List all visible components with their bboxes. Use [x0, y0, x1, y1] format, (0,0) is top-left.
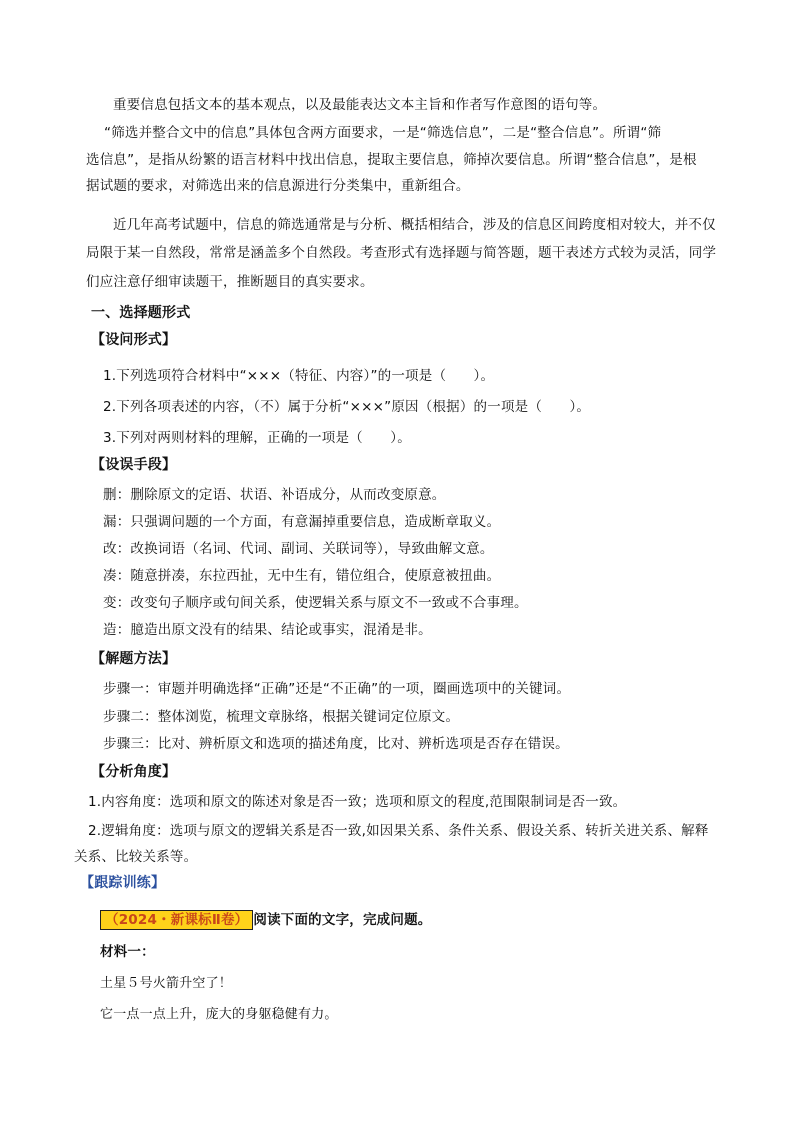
material-label: 材料一：: [100, 944, 155, 960]
exam-source-tag: （2024・新课标Ⅱ卷）: [100, 910, 253, 930]
trap-item-1: 删：删除原文的定语、状语、补语成分，从而改变原意。: [103, 487, 446, 503]
method-step-2: 步骤二：整体浏览，梳理文章脉络，根据关键词定位原文。: [103, 709, 460, 725]
intro-paragraph-3-line-1: 近几年高考试题中，信息的筛选通常是与分析、概括相结合，涉及的信息区间跨度相对较大，并不仅: [113, 217, 716, 233]
analysis-angle-heading: 【分析角度】: [91, 764, 177, 780]
trap-item-6: 造：臆造出原文没有的结果、结论或事实，混淆是非。: [103, 622, 432, 638]
trap-item-5: 变：改变句子顺序或句间关系，使逻辑关系与原文不一致或不合事理。: [103, 595, 528, 611]
intro-paragraph-2-line-2: 选信息”，是指从纷繁的语言材料中找出信息，提取主要信息，筛掉次要信息。所谓“整合信息”，是根: [86, 152, 697, 168]
method-step-3: 步骤三：比对、辨析原文和选项的描述角度，比对、辨析选项是否存在错误。: [103, 736, 569, 752]
trap-item-3: 改：改换词语（名词、代词、副词、关联词等），导致曲解文意。: [103, 541, 494, 557]
method-heading: 【解题方法】: [91, 651, 177, 667]
trap-item-2: 漏：只强调问题的一个方面，有意漏掉重要信息，造成断章取义。: [103, 514, 501, 530]
question-form-heading: 【设问形式】: [91, 332, 177, 348]
trap-methods-heading: 【设误手段】: [91, 457, 177, 473]
material-line-2: 它一点一点上升，庞大的身躯稳健有力。: [100, 1007, 338, 1022]
intro-paragraph-2-line-3: 据试题的要求，对筛选出来的信息源进行分类集中，重新组合。: [86, 178, 470, 194]
question-form-item-2: 2.下列各项表述的内容，（不）属于分析“×××”原因（根据）的一项是（ ）。: [103, 399, 591, 415]
trap-item-4: 凑：随意拼凑，东拉西扯，无中生有，错位组合，使原意被扭曲。: [103, 568, 501, 584]
section-title: 一、选择题形式: [91, 305, 191, 321]
intro-paragraph-2-line-1: “筛选并整合文中的信息”具体包含两方面要求，一是“筛选信息”，二是“整合信息”。所谓“筛: [104, 125, 662, 141]
practice-heading: 【跟踪训练】: [80, 875, 166, 891]
practice-instruction: 阅读下面的文字，完成问题。: [253, 912, 432, 928]
intro-paragraph-1: 重要信息包括文本的基本观点，以及最能表达文本主旨和作者写作意图的语句等。: [113, 97, 607, 113]
analysis-angle-2-line-1: 2.逻辑角度：选项与原文的逻辑关系是否一致,如因果关系、条件关系、假设关系、转折关进关系、解释: [88, 823, 709, 839]
question-form-item-1: 1.下列选项符合材料中“×××（特征、内容）”的一项是（ ）。: [103, 368, 495, 384]
analysis-angle-1: 1.内容角度：选项和原文的陈述对象是否一致；选项和原文的程度,范围限制词是否一致。: [88, 794, 627, 810]
method-step-1: 步骤一：审题并明确选择“正确”还是“不正确”的一项，圈画选项中的关键词。: [103, 681, 571, 697]
analysis-angle-2-line-2: 关系、比较关系等。: [74, 849, 198, 865]
practice-source-line: [100, 910, 431, 930]
intro-paragraph-3-line-3: 们应注意仔细审读题干，推断题目的真实要求。: [86, 274, 374, 290]
intro-paragraph-3-line-2: 局限于某一自然段，常常是涵盖多个自然段。考查形式有选择题与简答题，题干表述方式较为灵活，同学: [86, 245, 717, 261]
material-line-1: 土星５号火箭升空了！: [100, 976, 233, 991]
question-form-item-3: 3.下列对两则材料的理解，正确的一项是（ ）。: [103, 430, 411, 446]
